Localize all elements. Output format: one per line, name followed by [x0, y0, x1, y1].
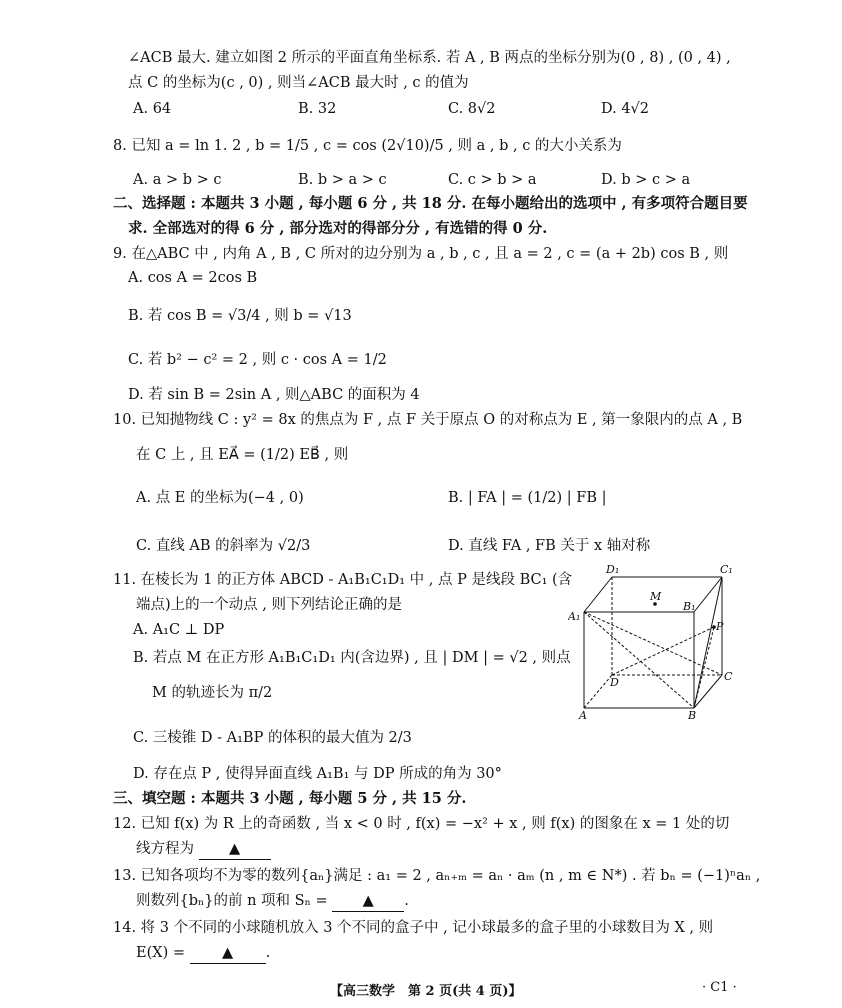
q12-answer-blank[interactable] [199, 839, 271, 860]
q9-option-d: D. 若 sin B = 2sin A , 则△ABC 的面积为 4 [128, 387, 420, 403]
q9-option-c: C. 若 b² − c² = 2 , 则 c · cos A = 1/2 [128, 352, 387, 368]
q13-line2: 则数列{bₙ}的前 n 项和 Sₙ = ▲ . [136, 891, 409, 912]
q10-option-c: C. 直线 AB 的斜率为 √2/3 [136, 538, 311, 554]
q11-line1: 11. 在棱长为 1 的正方体 ABCD - A₁B₁C₁D₁ 中 , 点 P 是线段 BC₁ (含 [113, 572, 573, 588]
q8-option-d: D. b > c > a [601, 172, 691, 188]
q11-option-b-line1: B. 若点 M 在正方形 A₁B₁C₁D₁ 内(含边界) , 且 | DM | = √2 , 则点 [133, 650, 571, 666]
label-c: C [724, 670, 733, 683]
q7-line2: 点 C 的坐标为(c , 0) , 则当∠ACB 最大时 , c 的值为 [128, 75, 469, 91]
label-a1: A₁ [568, 610, 581, 623]
segment-a1c [584, 612, 722, 675]
q12-blank-marker: ▲ [229, 841, 241, 857]
q14-answer-blank[interactable] [190, 943, 266, 964]
segment-bc1 [694, 577, 722, 708]
label-d: D [610, 676, 619, 689]
q13-line1: 13. 已知各项均不为零的数列{aₙ}满足 : a₁ = 2 , aₙ₊ₘ = aₙ · aₘ (n , m ∈ N*) . 若 bₙ = (−1)ⁿaₙ , [113, 868, 761, 884]
label-b: B [688, 709, 697, 722]
section3-heading: 三、填空题 : 本题共 3 小题 , 每小题 5 分 , 共 15 分. [113, 790, 467, 807]
page-code: · C1 · [702, 980, 737, 995]
q9-stem: 9. 在△ABC 中 , 内角 A , B , C 所对的边分别为 a , b , c , 且 a = 2 , c = (a + 2b) cos B , 则 [113, 246, 729, 262]
edge-d1a1 [584, 577, 612, 612]
q12-line2 [136, 839, 271, 860]
segment-dp [612, 627, 714, 675]
q11-option-d: D. 存在点 P , 使得异面直线 A₁B₁ 与 DP 所成的角为 30° [133, 766, 502, 782]
q7-option-c: C. 8√2 [448, 101, 496, 117]
label-d1: D₁ [606, 563, 620, 576]
page-footer: 【高三数学 第 2 页(共 4 页)】 [330, 984, 522, 999]
section2-line1: 二、选择题 : 本题共 3 小题 , 每小题 6 分 , 共 18 分. 在每小题给出的选项中 , 有多项符合题目要 [113, 195, 748, 212]
q7-option-b: B. 32 [298, 101, 337, 117]
q10-line2: 在 C 上 , 且 EA⃗ = (1/2) EB⃗ , 则 [136, 447, 349, 463]
q7-line1: ∠ACB 最大. 建立如图 2 所示的平面直角坐标系. 若 A , B 两点的坐标分别为(0 , 8) , (0 , 4) , [128, 50, 731, 66]
q10-line1: 10. 已知抛物线 C : y² = 8x 的焦点为 F , 点 F 关于原点 O 的对称点为 E , 第一象限内的点 A , B [113, 412, 743, 428]
q11-line2: 端点)上的一个动点 , 则下列结论正确的是 [136, 597, 402, 613]
q12-line1: 12. 已知 f(x) 为 R 上的奇函数 , 当 x < 0 时 , f(x) = −x² + x , 则 f(x) 的图象在 x = 1 处的切 [113, 816, 730, 832]
label-c1: C₁ [720, 563, 733, 576]
q13-line2-text: 则数列{bₙ}的前 n 项和 Sₙ = [136, 893, 328, 909]
q8-option-c: C. c > b > a [448, 172, 537, 188]
segment-a1b [584, 612, 694, 708]
q14-line2: E(X) = ▲ . [136, 943, 270, 964]
cube-figure [568, 562, 738, 722]
section2-line2: 求. 全部选对的得 6 分 , 部分选对的得部分分 , 有选错的得 0 分. [128, 220, 548, 237]
q10-option-b: B. | FA | = (1/2) | FB | [448, 490, 607, 506]
q7-option-d: D. 4√2 [601, 101, 650, 117]
q8-option-a: A. a > b > c [133, 172, 222, 188]
label-a: A [579, 709, 587, 722]
q12-line2-text: 线方程为 [136, 841, 194, 857]
label-b1: B₁ [683, 600, 696, 613]
q7-option-a: A. 64 [133, 101, 172, 117]
q13-blank-marker: ▲ [362, 893, 374, 909]
q11-option-b-line2: M 的轨迹长为 π/2 [152, 685, 273, 701]
q14-line1: 14. 将 3 个不同的小球随机放入 3 个不同的盒子中 , 记小球最多的盒子里的小球数目为 X , 则 [113, 920, 714, 936]
q9-option-b: B. 若 cos B = √3/4 , 则 b = √13 [128, 308, 352, 324]
q10-option-d: D. 直线 FA , FB 关于 x 轴对称 [448, 538, 651, 554]
q13-answer-blank[interactable] [332, 891, 404, 912]
q9-option-a: A. cos A = 2cos B [128, 270, 258, 286]
q10-option-a: A. 点 E 的坐标为(−4 , 0) [136, 490, 304, 506]
label-m: M [650, 590, 662, 603]
label-p: P [716, 620, 724, 633]
q11-option-c: C. 三棱锥 D - A₁BP 的体积的最大值为 2/3 [133, 730, 412, 746]
q8-stem: 8. 已知 a = ln 1. 2 , b = 1/5 , c = cos (2√10)/5 , 则 a , b , c 的大小关系为 [113, 138, 622, 154]
q14-blank-marker: ▲ [222, 945, 234, 961]
edge-ad [584, 675, 612, 708]
q14-line2-text: E(X) = [136, 945, 185, 961]
q8-option-b: B. b > a > c [298, 172, 387, 188]
q11-option-a: A. A₁C ⊥ DP [133, 622, 225, 638]
